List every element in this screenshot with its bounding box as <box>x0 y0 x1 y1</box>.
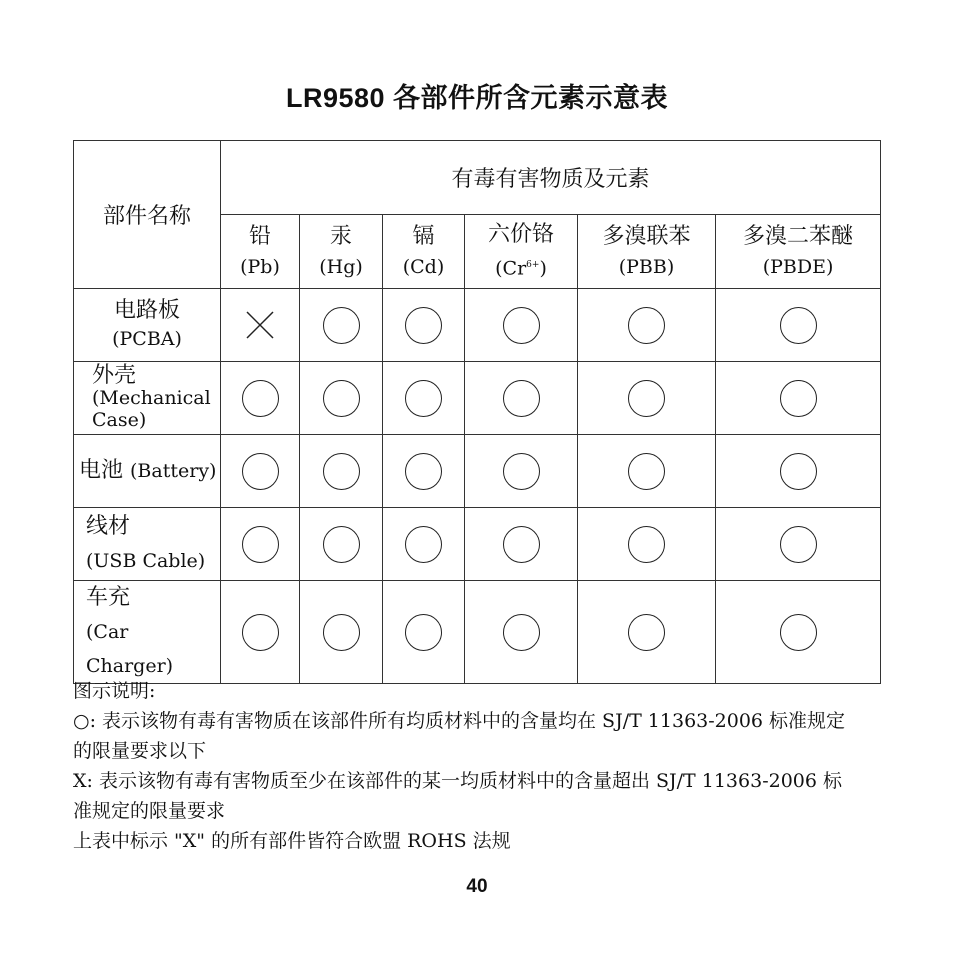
table-row <box>74 289 881 362</box>
legend-notes <box>73 676 888 856</box>
table-row <box>74 581 881 684</box>
circle-mark-icon <box>405 526 442 563</box>
page-title: LR9580 各部件所含元素示意表 <box>285 83 669 113</box>
compliance-note: 上表中标示 "X" 的所有部件皆符合欧盟 ROHS 法规 <box>73 830 511 852</box>
within-limit-circle-mark <box>578 581 716 684</box>
part-car-charger: 车充 (Car Charger) <box>74 581 221 684</box>
circle-mark-icon <box>323 526 360 563</box>
circle-mark-icon <box>503 307 540 344</box>
within-limit-circle-mark <box>716 508 881 581</box>
element-header-pbde: 多溴二苯醚 (PBDE) <box>716 215 881 289</box>
within-limit-circle-mark <box>383 581 465 684</box>
element-header-hg: 汞 (Hg) <box>300 215 383 289</box>
circle-mark-icon <box>628 307 665 344</box>
within-limit-circle-mark <box>300 289 383 362</box>
part-usb-cable: 线材 (USB Cable) <box>74 508 221 581</box>
within-limit-circle-mark <box>300 508 383 581</box>
circle-mark-icon <box>323 614 360 651</box>
circle-mark-icon <box>503 526 540 563</box>
within-limit-circle-mark <box>578 508 716 581</box>
element-header-pbb: 多溴联苯 (PBB) <box>578 215 716 289</box>
circle-mark-icon <box>323 380 360 417</box>
within-limit-circle-mark <box>383 435 465 508</box>
table-row <box>74 362 881 435</box>
circle-mark-icon <box>628 380 665 417</box>
within-limit-circle-mark <box>465 362 578 435</box>
table-row <box>74 435 881 508</box>
part-name-header: 部件名称 <box>74 141 221 289</box>
circle-mark-icon <box>780 307 817 344</box>
part-battery: 电池 (Battery) <box>74 435 221 508</box>
circle-mark-icon <box>405 614 442 651</box>
circle-mark-icon <box>323 307 360 344</box>
hazard-header: 有毒有害物质及元素 <box>221 141 881 215</box>
circle-mark-icon <box>628 614 665 651</box>
x-note-cont: 准规定的限量要求 <box>73 800 226 822</box>
circle-mark-icon <box>780 526 817 563</box>
within-limit-circle-mark <box>716 435 881 508</box>
part-pcba: 电路板 (PCBA) <box>74 289 221 362</box>
legend-heading: 图示说明: <box>73 680 156 702</box>
hazardous-substances-table <box>73 140 881 684</box>
circle-mark-icon <box>503 380 540 417</box>
within-limit-circle-mark <box>578 289 716 362</box>
within-limit-circle-mark <box>221 435 300 508</box>
circle-mark-icon <box>405 453 442 490</box>
circle-mark-icon <box>503 614 540 651</box>
circle-mark-icon <box>503 453 540 490</box>
within-limit-circle-mark <box>716 362 881 435</box>
within-limit-circle-mark <box>300 581 383 684</box>
table-row <box>74 508 881 581</box>
circle-mark-icon <box>628 453 665 490</box>
within-limit-circle-mark <box>716 289 881 362</box>
circle-mark-icon <box>242 453 279 490</box>
within-limit-circle-mark <box>465 435 578 508</box>
circle-mark-icon <box>780 380 817 417</box>
circle-mark-icon <box>242 380 279 417</box>
part-mechanical-case: 外壳 (Mechanical Case) <box>74 362 221 435</box>
within-limit-circle-mark <box>221 581 300 684</box>
within-limit-circle-mark <box>300 362 383 435</box>
circle-note-cont: 的限量要求以下 <box>73 740 207 762</box>
within-limit-circle-mark <box>221 362 300 435</box>
element-header-cd: 镉 (Cd) <box>383 215 465 289</box>
within-limit-circle-mark <box>465 289 578 362</box>
circle-mark-icon <box>780 614 817 651</box>
within-limit-circle-mark <box>300 435 383 508</box>
circle-note: ○: 表示该物有毒有害物质在该部件所有均质材料中的含量均在 SJ/T 11363-2006 标准规定 <box>73 710 846 732</box>
circle-mark-icon <box>780 453 817 490</box>
circle-mark-icon <box>242 614 279 651</box>
element-header-pb: 铅 (Pb) <box>221 215 300 289</box>
circle-mark-icon <box>628 526 665 563</box>
within-limit-circle-mark <box>465 581 578 684</box>
within-limit-circle-mark <box>383 362 465 435</box>
circle-mark-icon <box>405 307 442 344</box>
circle-mark-icon <box>323 453 360 490</box>
circle-mark-icon <box>405 380 442 417</box>
within-limit-circle-mark <box>716 581 881 684</box>
element-header-cr6: 六价铬 $(Cr^{6+})$ <box>465 215 578 289</box>
page-number: 40 <box>466 876 488 897</box>
exceeds-limit-x-mark <box>221 289 300 362</box>
x-mark-icon <box>245 310 275 340</box>
x-note: X: 表示该物有毒有害物质至少在该部件的某一均质材料中的含量超出 SJ/T 11363-2006 标 <box>73 770 843 792</box>
within-limit-circle-mark <box>465 508 578 581</box>
within-limit-circle-mark <box>578 362 716 435</box>
within-limit-circle-mark <box>383 289 465 362</box>
circle-mark-icon <box>242 526 279 563</box>
within-limit-circle-mark <box>578 435 716 508</box>
within-limit-circle-mark <box>383 508 465 581</box>
within-limit-circle-mark <box>221 508 300 581</box>
